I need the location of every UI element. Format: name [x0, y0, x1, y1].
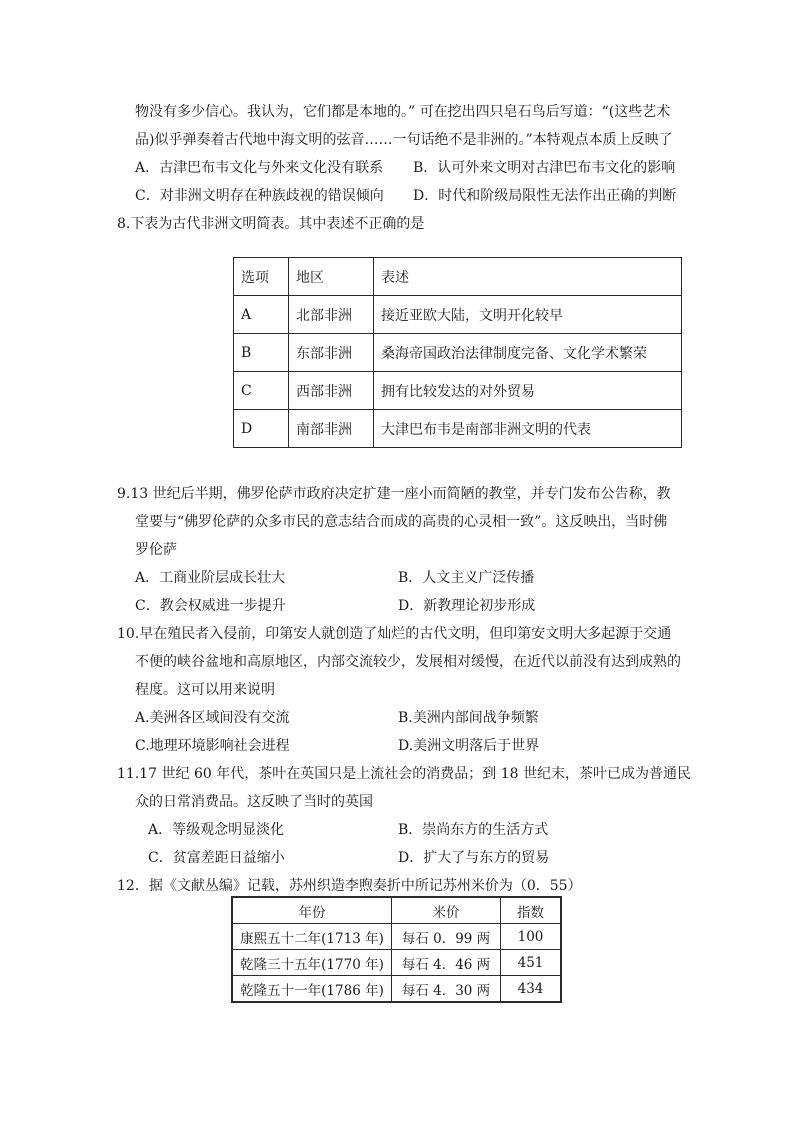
- q11-line-1: 11.17 世纪 60 年代，茶叶在英国只是上流社会的消费品；到 18 世纪末，茶叶已成为普通民: [117, 766, 691, 782]
- q9-option-b: B．人文主义广泛传播: [398, 570, 535, 586]
- q7-option-d: D．时代和阶级局限性无法作出正确的判断: [413, 188, 677, 204]
- q9-option-d: D．新教理论初步形成: [398, 598, 536, 614]
- table-row: [234, 372, 682, 410]
- q8-stem: 8.下表为古代非洲文明简表。其中表述不正确的是: [117, 216, 425, 232]
- table-header-cell: 选项: [234, 258, 289, 296]
- q11-option-d: D．扩大了与东方的贸易: [398, 850, 550, 866]
- table-cell: 南部非洲: [289, 410, 374, 448]
- table-header-row: [234, 258, 682, 296]
- q7-option-a: A．古津巴布韦文化与外来文化没有联系: [135, 160, 384, 176]
- q9-option-a: A．工商业阶层成长壮大: [135, 570, 286, 586]
- table-header-cell: 年份: [232, 897, 392, 924]
- table-row: [232, 950, 561, 976]
- table-cell: 100: [501, 924, 562, 950]
- table-cell: 434: [501, 976, 562, 1003]
- table-row: [234, 410, 682, 448]
- q10-option-a: A.美洲各区域间没有交流: [135, 710, 290, 726]
- table-cell: 451: [501, 950, 562, 976]
- table-header-cell: 表述: [374, 258, 682, 296]
- table-cell: 乾隆五十一年(1786 年): [232, 976, 392, 1003]
- table-cell: B: [234, 334, 289, 372]
- q11-option-a: A．等级观念明显淡化: [148, 822, 285, 838]
- table-cell: A: [234, 296, 289, 334]
- q10-line-1: 10.早在殖民者入侵前，印第安人就创造了灿烂的古代文明，但印第安文明大多起源于交通: [117, 626, 672, 642]
- q9-option-c: C．教会权威进一步提升: [135, 598, 286, 614]
- q7-line-1: 物没有多少信心。我认为，它们都是本地的。” 可在挖出四只皂石鸟后写道：“(这些艺术: [135, 104, 671, 120]
- q10-option-d: D.美洲文明落后于世界: [398, 738, 540, 754]
- suzhou-rice-price-table: [231, 896, 562, 1003]
- table-cell: C: [234, 372, 289, 410]
- table-cell: 每石 4．30 两: [392, 976, 501, 1003]
- table-cell: 每石 0．99 两: [392, 924, 501, 950]
- table-cell: 大津巴布韦是南部非洲文明的代表: [374, 410, 682, 448]
- table-cell: 西部非洲: [289, 372, 374, 410]
- table-cell: 北部非洲: [289, 296, 374, 334]
- q12-stem: 12．据《文献丛编》记载，苏州织造李煦奏折中所记苏州米价为（0．55）: [117, 878, 582, 894]
- table-cell: 桑海帝国政治法律制度完备、文化学术繁荣: [374, 334, 682, 372]
- q11-line-2: 众的日常消费品。这反映了当时的英国: [135, 794, 373, 810]
- q7-line-2: 品)似乎弹奏着古代地中海文明的弦音……一句话绝不是非洲的。”本特观点本质上反映了: [135, 132, 673, 148]
- table-cell: D: [234, 410, 289, 448]
- q10-option-b: B.美洲内部间战争频繁: [398, 710, 539, 726]
- table-cell: 东部非洲: [289, 334, 374, 372]
- q9-line-1: 9.13 世纪后半期，佛罗伦萨市政府决定扩建一座小而简陋的教堂，并专门发布公告称，教: [117, 486, 671, 502]
- q11-option-b: B．崇尚东方的生活方式: [398, 822, 549, 838]
- africa-civilization-table: [233, 257, 682, 448]
- table-header-row: [232, 897, 561, 924]
- table-header-cell: 米价: [392, 897, 501, 924]
- table-header-cell: 指数: [501, 897, 562, 924]
- table-cell: 接近亚欧大陆，文明开化较早: [374, 296, 682, 334]
- q10-option-c: C.地理环境影响社会进程: [135, 738, 290, 754]
- table-row: [232, 924, 561, 950]
- table-cell: 拥有比较发达的对外贸易: [374, 372, 682, 410]
- table-row: [234, 334, 682, 372]
- table-row: [232, 976, 561, 1003]
- q10-line-2: 不便的峡谷盆地和高原地区，内部交流较少，发展相对缓慢，在近代以前没有达到成熟的: [135, 654, 681, 670]
- q9-line-2: 堂要与“佛罗伦萨的众多市民的意志结合而成的高贵的心灵相一致”。这反映出，当时佛: [135, 514, 668, 530]
- table-cell: 康熙五十二年(1713 年): [232, 924, 392, 950]
- q9-line-3: 罗伦萨: [135, 542, 177, 558]
- table-cell: 每石 4．46 两: [392, 950, 501, 976]
- q10-line-3: 程度。这可以用来说明: [135, 682, 275, 698]
- table-header-cell: 地区: [289, 258, 374, 296]
- q7-option-c: C．对非洲文明存在种族歧视的错误倾向: [135, 188, 384, 204]
- q7-option-b: B．认可外来文明对古津巴布韦文化的影响: [413, 160, 676, 176]
- table-cell: 乾隆三十五年(1770 年): [232, 950, 392, 976]
- table-row: [234, 296, 682, 334]
- q11-option-c: C．贫富差距日益缩小: [148, 850, 285, 866]
